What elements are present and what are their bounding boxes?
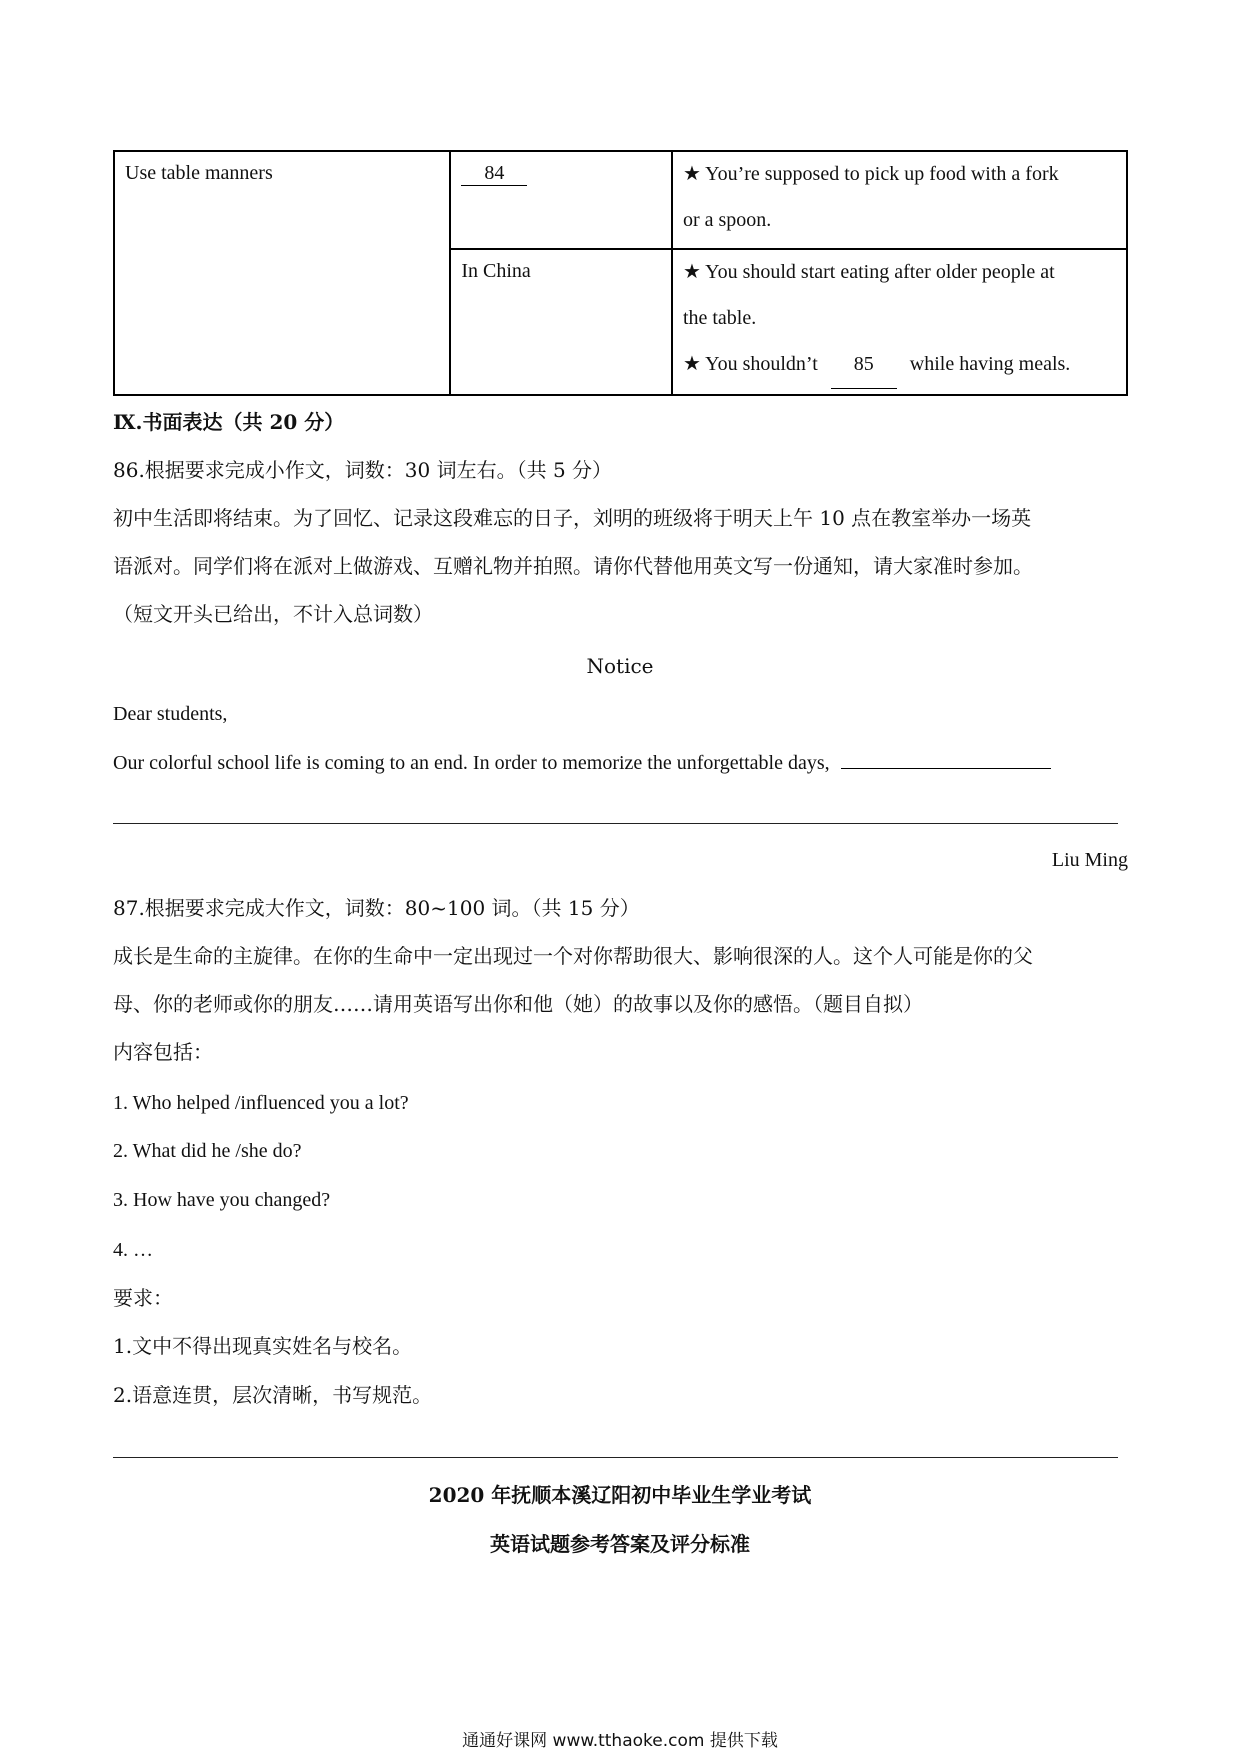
q87-desc-line-1: 成长是生命的主旋律。在你的生命中一定出现过一个对你帮助很大、影响很深的人。这个人可能是你的父 (113, 944, 1033, 968)
blank-84: 84 (461, 162, 527, 186)
content-point-2: 2. What did he /she do? (113, 1140, 302, 1162)
answer-blank-line (841, 748, 1051, 769)
q87-desc-line-2: 母、你的老师或你的朋友……请用英语写出你和他（她）的故事以及你的感悟。（题目自拟） (113, 992, 923, 1016)
table-manners-table (113, 150, 1128, 396)
content-point-1: 1. Who helped /influenced you a lot? (113, 1092, 409, 1114)
q86-prompt: 86.根据要求完成小作文，词数：30 词左右。（共 5 分） (113, 458, 613, 482)
table-cell-blank-84 (450, 151, 672, 249)
table-topic-text: Use table manners (125, 162, 273, 184)
section-divider (113, 1457, 1118, 1458)
page-footer: 通通好课网 www.tthaoke.com 提供下载 (462, 1731, 778, 1751)
rule-line-2: or a spoon. (682, 209, 772, 231)
content-point-4: 4. … (113, 1239, 153, 1261)
table-cell-topic (114, 151, 450, 395)
signature: Liu Ming (1051, 849, 1128, 871)
notice-title: Notice (586, 654, 654, 678)
rule-line-5-after: while having meals. (909, 353, 1071, 375)
q87-prompt: 87.根据要求完成大作文，词数：80~100 词。（共 15 分） (113, 896, 640, 920)
q86-desc-line-2: 语派对。同学们将在派对上做游戏、互赠礼物并拍照。请你代替他用英文写一份通知，请大家准时参加。 (113, 554, 1033, 578)
table-cell-rule-2 (672, 249, 1127, 395)
rule-line-5-before: ★ You shouldn’t (682, 353, 818, 375)
notice-opening-text: Our colorful school life is coming to an end. In order to memorize the unforgettable days, (113, 752, 830, 774)
in-china-text: In China (461, 260, 531, 282)
greeting: Dear students, (113, 703, 228, 725)
blank-85: 85 (831, 340, 897, 389)
answer-heading-line-1: 2020 年抚顺本溪辽阳初中毕业生学业考试 (428, 1483, 812, 1507)
requirement-2: 2.语意连贯，层次清晰，书写规范。 (113, 1383, 433, 1407)
answer-heading-line-2: 英语试题参考答案及评分标准 (490, 1532, 750, 1556)
table-cell-in-china (450, 249, 672, 395)
rule-line-1: ★ You’re supposed to pick up food with a fork (682, 163, 1059, 185)
content-label: 内容包括： (113, 1040, 213, 1064)
rule-line-4: the table. (682, 307, 757, 329)
rule-line-3: ★ You should start eating after older people at (682, 261, 1055, 283)
rule-line-5 (683, 340, 1116, 389)
requirements-label: 要求： (113, 1286, 173, 1310)
section-title: Ⅸ.书面表达（共 20 分） (113, 410, 345, 434)
notice-opening (113, 748, 1051, 777)
table-cell-rule-1 (672, 151, 1127, 249)
content-point-3: 3. How have you changed? (113, 1189, 331, 1211)
requirement-1: 1.文中不得出现真实姓名与校名。 (113, 1334, 413, 1358)
q86-desc-line-3: （短文开头已给出，不计入总词数） (113, 602, 433, 626)
q86-desc-line-1: 初中生活即将结束。为了回忆、记录这段难忘的日子，刘明的班级将于明天上午 10 点在教室举办一场英 (113, 506, 1032, 530)
answer-line (113, 823, 1118, 824)
